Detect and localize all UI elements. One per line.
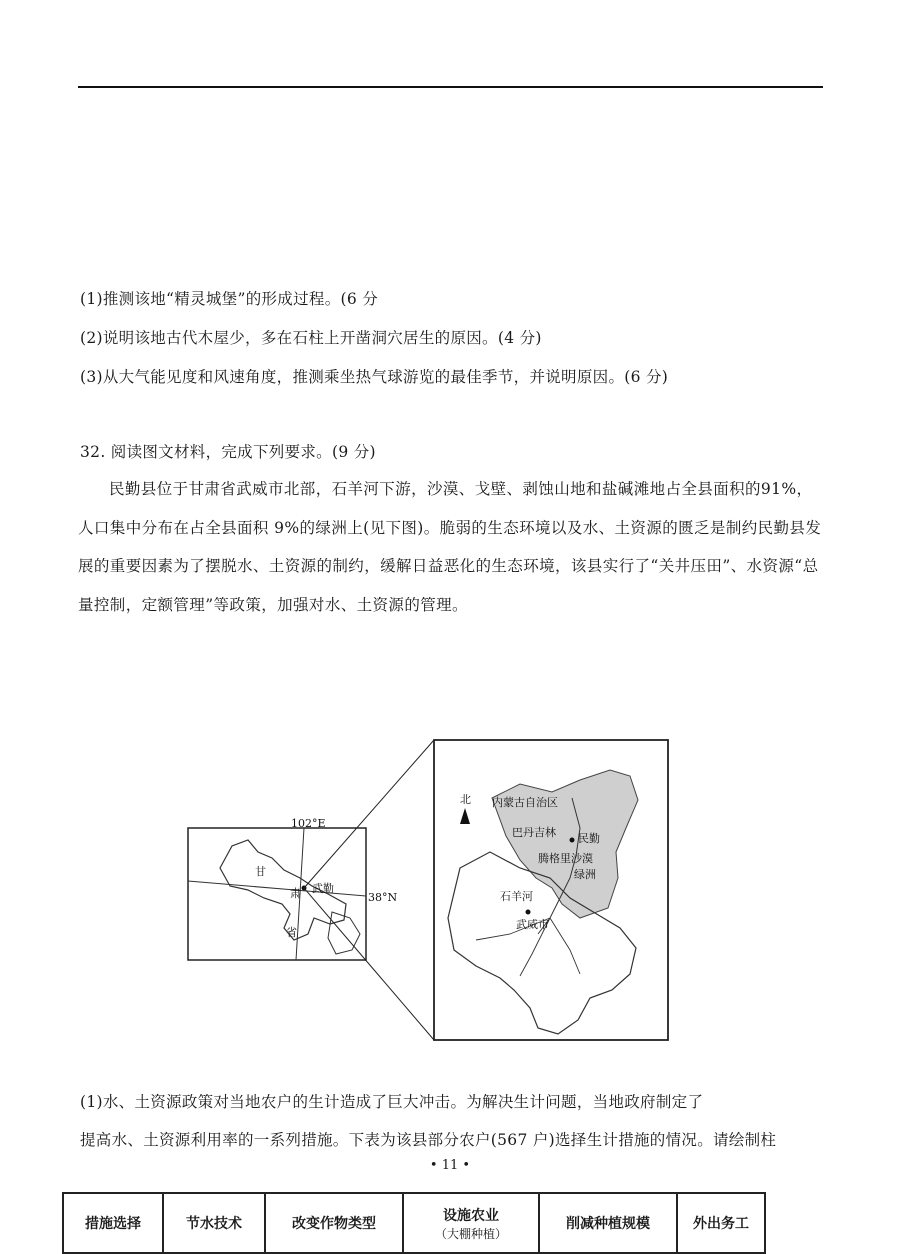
- desert-1-label: 巴丹吉林: [512, 826, 556, 839]
- page-number: • 11 •: [429, 1158, 471, 1173]
- top-rule: [78, 86, 823, 88]
- county-label: 民勤: [578, 832, 600, 845]
- measures-table: [62, 1192, 766, 1254]
- river-label: 石羊河: [500, 890, 533, 903]
- gan-label: 甘: [255, 865, 266, 878]
- table-header-cell: [403, 1193, 539, 1253]
- q32-sub1-line1: (1)水、土资源政策对当地农户的生计造成了巨大冲击。为解决生计问题，当地政府制定了: [80, 1093, 704, 1111]
- question-1: (1)推测该地“精灵城堡”的形成过程。(6 分: [80, 290, 379, 308]
- table-header-cell: 外出务工: [677, 1193, 765, 1253]
- latitude-label: 38°N: [368, 891, 398, 904]
- connector-bottom: [304, 888, 434, 1040]
- city-label: 武威市: [516, 918, 549, 931]
- q32-heading: 32. 阅读图文材料，完成下列要求。(9 分): [80, 443, 376, 461]
- table-header-cell: 改变作物类型: [265, 1193, 403, 1253]
- desert-2-label: 腾格里沙漠: [538, 852, 593, 865]
- table-header-row: [63, 1193, 765, 1253]
- q32-body: 民勤县位于甘肃省武威市北部，石羊河下游，沙漠、戈壁、剥蚀山地和盐碱滩地占全县面积的91%，人口集中分布在占全县面积 9%的绿洲上(见下图)。脆弱的生态环境以及水、土资源的匮乏是制约民勤县发展的重要因素为了摆脱水、土资源的制约，缓解日益恶化的生态环境，该县实行了“关井压田”、水资源“总量控制，定额管理”等政策，加强对水、土资源的管理。: [78, 480, 822, 614]
- table-header-sub: （大棚种植）: [434, 1226, 507, 1241]
- tributary-3: [550, 918, 580, 974]
- table-header-label: 设施农业: [443, 1207, 499, 1224]
- map-figure: [160, 728, 680, 1048]
- measures-table-wrap: [62, 1192, 766, 1252]
- wuwei-city-dot: [526, 910, 531, 915]
- su-label: 肃: [290, 887, 301, 900]
- minqin-dot: [570, 838, 575, 843]
- q32-material: [78, 470, 826, 624]
- table-header-cell: 削减种植规模: [539, 1193, 677, 1253]
- latitude-line: [188, 881, 366, 896]
- north-arrow-icon: [460, 808, 470, 824]
- table-header-cell: 措施选择: [63, 1193, 163, 1253]
- map-drawing: [160, 728, 680, 1048]
- connector-top: [304, 740, 434, 888]
- sheng-label: 省: [286, 926, 297, 939]
- region-label: 内蒙古自治区: [492, 796, 558, 809]
- question-2: (2)说明该地古代木屋少，多在石柱上开凿洞穴居生的原因。(4 分): [80, 329, 542, 347]
- small-city-label: 武勤: [312, 882, 334, 895]
- table-header-cell: 节水技术: [163, 1193, 265, 1253]
- north-label: 北: [460, 793, 471, 806]
- longitude-label: 102°E: [291, 817, 326, 830]
- question-3: (3)从大气能见度和风速角度，推测乘坐热气球游览的最佳季节，并说明原因。(6 分): [80, 368, 669, 386]
- q32-sub1-line2: 提高水、土资源利用率的一系列措施。下表为该县部分农户(567 户)选择生计措施的情况。请绘制柱: [80, 1131, 777, 1149]
- oasis-label: 绿洲: [574, 868, 596, 881]
